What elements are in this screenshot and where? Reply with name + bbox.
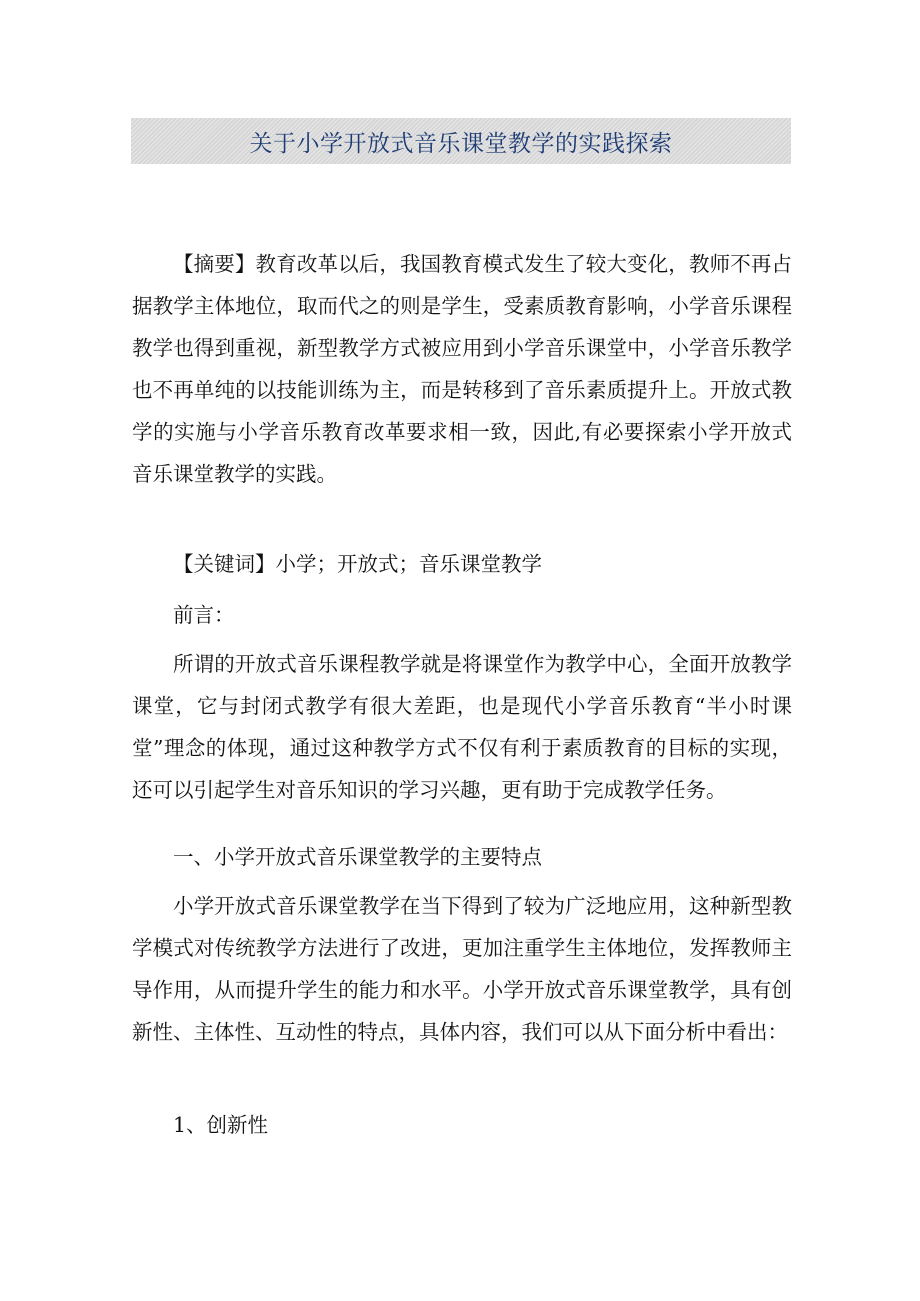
title-banner: [131, 118, 791, 164]
section1-block: [132, 885, 792, 1053]
abstract-paragraph: 【摘要】教育改革以后，我国教育模式发生了较大变化，教师不再占据教学主体地位，取而代之的则是学生，受素质教育影响，小学音乐课程教学也得到重视，新型教学方式被应用到小学音乐课堂中，小学音乐教学也不再单纯的以技能训练为主，而是转移到了音乐素质提升上。开放式教学的实施与小学音乐教育改革要求相一致，因此,有必要探索小学开放式音乐课堂教学的实践。: [132, 252, 792, 486]
abstract-block: [132, 243, 792, 495]
section1-heading-block: [132, 836, 792, 878]
subsection1-heading-block: [132, 1104, 792, 1146]
preface-block: [132, 643, 792, 811]
preface-heading: 前言：: [173, 603, 235, 627]
subsection1-heading: 1、创新性: [173, 1113, 269, 1137]
document-title: 关于小学开放式音乐课堂教学的实践探索: [249, 130, 673, 157]
keywords-line: 【关键词】小学；开放式；音乐课堂教学: [173, 552, 542, 576]
preface-paragraph: 所谓的开放式音乐课程教学就是将课堂作为教学中心，全面开放教学课堂，它与封闭式教学有很大差距，也是现代小学音乐教育“半小时课堂”理念的体现，通过这种教学方式不仅有利于素质教育的目标的实现，还可以引起学生对音乐知识的学习兴趣，更有助于完成教学任务。: [132, 652, 792, 802]
section1-paragraph: 小学开放式音乐课堂教学在当下得到了较为广泛地应用，这种新型教学模式对传统教学方法进行了改进，更加注重学生主体地位，发挥教师主导作用，从而提升学生的能力和水平。小学开放式音乐课堂教学，具有创新性、主体性、互动性的特点，具体内容，我们可以从下面分析中看出：: [132, 894, 792, 1044]
keywords-block: [132, 543, 792, 585]
preface-heading-block: [132, 594, 792, 636]
section1-heading: 一、小学开放式音乐课堂教学的主要特点: [173, 845, 542, 869]
